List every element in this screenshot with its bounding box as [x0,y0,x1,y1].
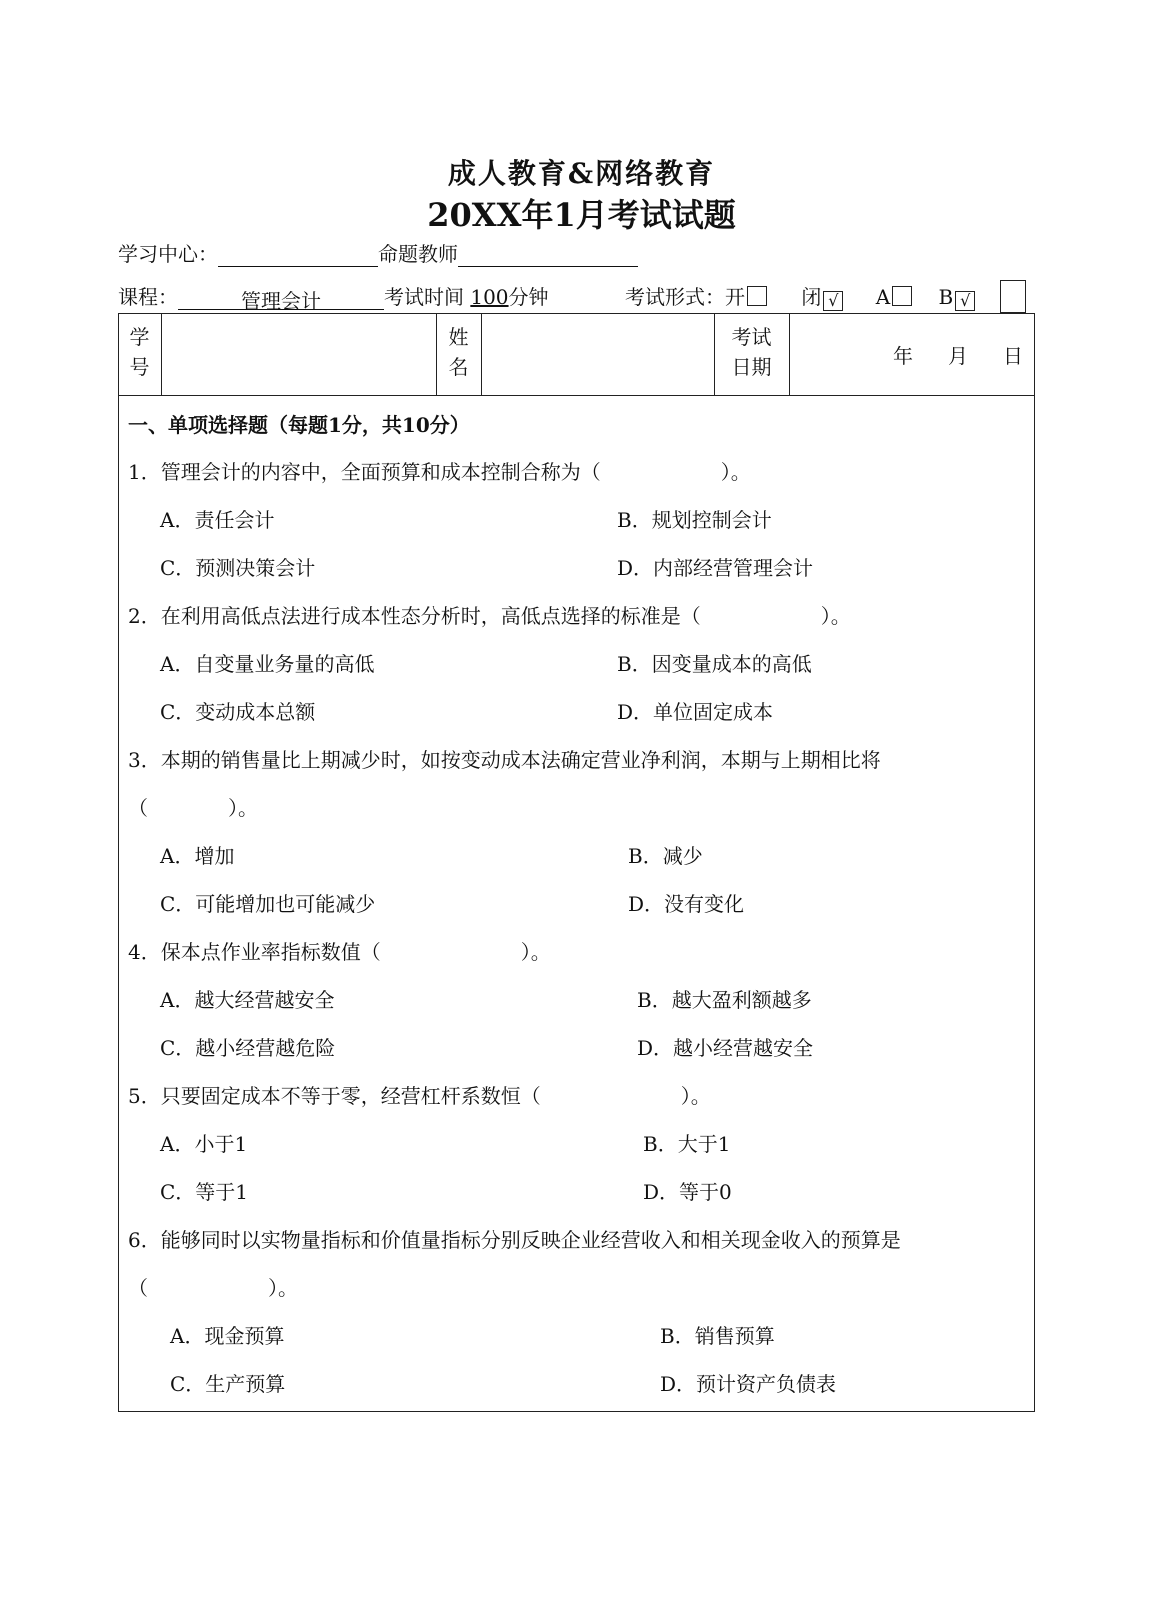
b-label: B [938,285,954,309]
table-divider [789,313,790,396]
question-option[interactable]: B．因变量成本的高低 [617,652,812,676]
meta-line-2 [118,281,549,313]
date-year: 年 [893,344,913,368]
question-option[interactable]: C．可能增加也可能减少 [160,892,376,916]
question-option[interactable]: A．小于1 [160,1132,248,1156]
question-option[interactable]: A．自变量业务量的高低 [160,652,375,676]
table-bottom-divider [118,395,1035,396]
exam-title: 20XX年1月考试试题 [427,196,736,234]
exam-date-label: 考试 日期 [731,325,772,379]
question-option[interactable]: D．等于0 [643,1180,732,1204]
date-day: 日 [1003,344,1023,368]
question-option[interactable]: C．变动成本总额 [160,700,316,724]
question-stem-continuation: （ ）。 [128,1276,298,1300]
student-id-label: 学 号 [129,325,150,379]
a-checkbox[interactable] [892,286,912,306]
question-option[interactable]: C．等于1 [160,1180,249,1204]
time-label: 考试时间 [384,285,464,309]
closed-label: 闭 [801,285,822,309]
exam-format [625,281,975,311]
question-option[interactable]: B．规划控制会计 [617,508,772,532]
learning-center-label: 学习中心： [118,242,218,266]
section-heading: 一、单项选择题（每题1分，共10分） [128,413,470,437]
question-stem-continuation: （ ）。 [128,796,258,820]
exam-org-title: 成人教育&网络教育 [447,157,716,190]
course-value: 管理会计 [178,285,384,310]
name-field[interactable] [481,313,714,395]
student-id-field[interactable] [161,313,436,395]
name-label: 姓 名 [448,325,469,379]
question-stem: 5．只要固定成本不等于零，经营杠杆系数恒（ ）。 [128,1084,711,1108]
question-option[interactable]: D．没有变化 [628,892,745,916]
learning-center-field[interactable] [218,242,378,267]
format-label: 考试形式：开 [625,285,745,309]
a-label: A [875,285,891,309]
question-stem: 6．能够同时以实物量指标和价值量指标分别反映企业经营收入和相关现金收入的预算是 [128,1228,901,1252]
teacher-label: 命题教师 [378,242,458,266]
question-stem: 1．管理会计的内容中，全面预算和成本控制合称为（ ）。 [128,460,751,484]
question-option[interactable]: D．单位固定成本 [617,700,774,724]
question-option[interactable]: B．越大盈利额越多 [637,988,812,1012]
question-option[interactable]: A．责任会计 [160,508,275,532]
question-option[interactable]: D．越小经营越安全 [637,1036,814,1060]
date-month: 月 [948,344,968,368]
question-option[interactable]: C．预测决策会计 [160,556,316,580]
question-stem: 4．保本点作业率指标数值（ ）。 [128,940,551,964]
b-checkbox[interactable]: √ [955,291,975,311]
question-option[interactable]: B．减少 [628,844,703,868]
time-value: 100 [470,285,509,309]
question-option[interactable]: B．大于1 [643,1132,731,1156]
question-option[interactable]: A．现金预算 [170,1324,285,1348]
course-label: 课程： [118,285,178,309]
question-stem: 2．在利用高低点法进行成本性态分析时，高低点选择的标准是（ ）。 [128,604,851,628]
question-option[interactable]: C．越小经营越危险 [160,1036,336,1060]
question-option[interactable]: B．销售预算 [660,1324,775,1348]
blank-box [1000,280,1026,313]
teacher-field[interactable] [458,242,638,267]
question-option[interactable]: D．内部经营管理会计 [617,556,814,580]
meta-line-1 [118,238,638,267]
closed-checkbox[interactable]: √ [823,291,843,311]
open-checkbox[interactable] [747,286,767,306]
question-option[interactable]: A．增加 [160,844,235,868]
question-stem: 3．本期的销售量比上期减少时，如按变动成本法确定营业净利润，本期与上期相比将 [128,748,881,772]
question-option[interactable]: A．越大经营越安全 [160,988,335,1012]
question-option[interactable]: C．生产预算 [170,1372,286,1396]
time-unit: 分钟 [508,285,549,309]
question-option[interactable]: D．预计资产负债表 [660,1372,837,1396]
